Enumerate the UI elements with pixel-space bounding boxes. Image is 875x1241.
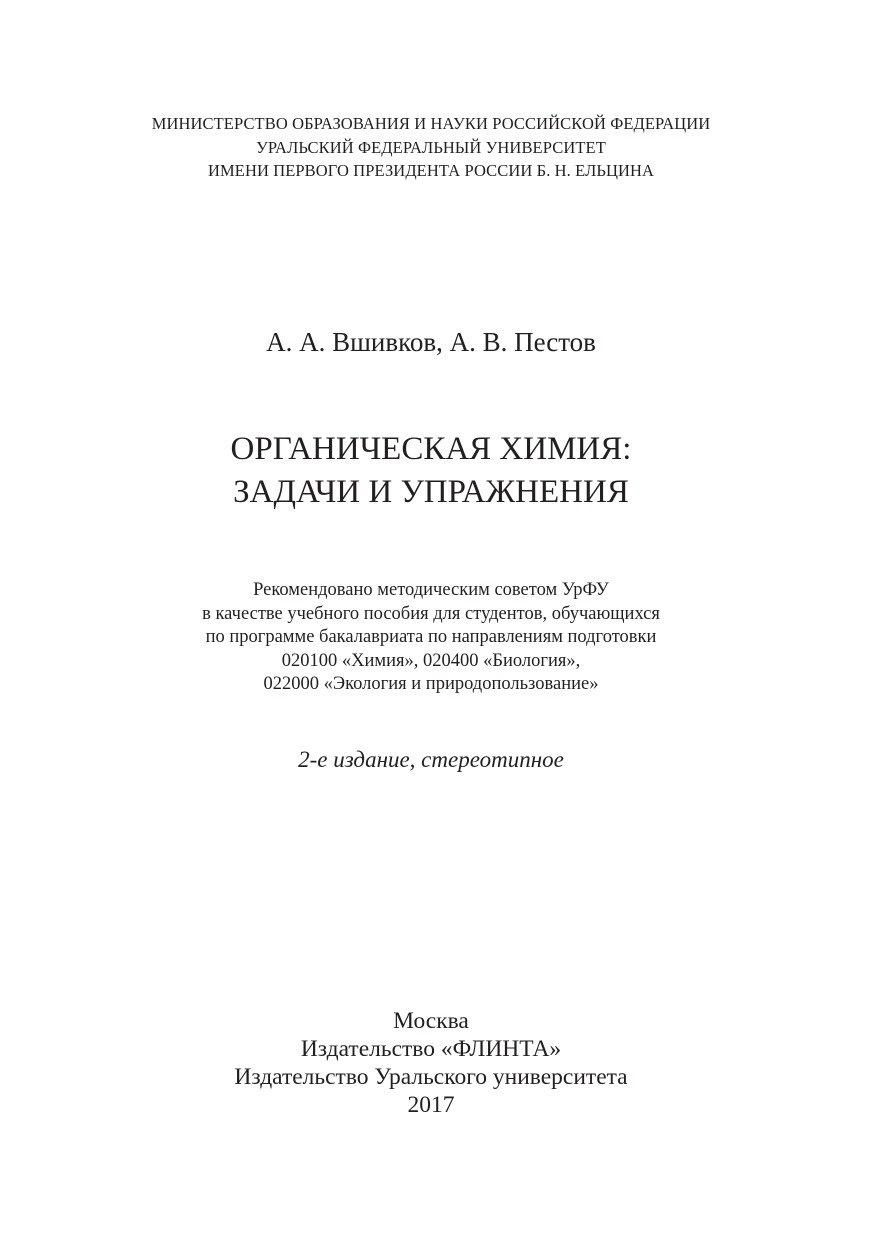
edition-line: 2-е издание, стереотипное [298,747,564,772]
title-line-2: ЗАДАЧИ И УПРАЖНЕНИЯ [233,474,629,510]
imprint-year: 2017 [407,1092,455,1118]
imprint-publisher-1: Издательство «ФЛИНТА» [300,1036,562,1062]
recommendation-note [0,579,862,697]
title-line-1: ОРГАНИЧЕСКАЯ ХИМИЯ: [230,431,632,467]
edition-note [0,745,862,775]
recommendation-line: в качестве учебного пособия для студентов, обучающихся [202,603,660,624]
institution-header [0,112,862,183]
imprint-publisher-2: Издательство Уральского университета [234,1064,628,1090]
recommendation-line: 020100 «Химия», 020400 «Биология», [281,650,581,671]
imprint [0,1007,862,1119]
university-name-line: ИМЕНИ ПЕРВОГО ПРЕЗИДЕНТА РОССИИ Б. Н. ЕЛЬЦИНА [207,161,655,180]
authors-line: А. А. Вшивков, А. В. Пестов [266,327,596,357]
university-line: УРАЛЬСКИЙ ФЕДЕРАЛЬНЫЙ УНИВЕРСИТЕТ [256,137,606,157]
authors [0,324,862,360]
recommendation-line: 022000 «Экология и природопользование» [263,674,599,694]
recommendation-line: по программе бакалавриата по направлениям подготовки [205,627,657,647]
book-title [0,428,862,514]
imprint-city: Москва [393,1008,469,1034]
ministry-line: МИНИСТЕРСТВО ОБРАЗОВАНИЯ И НАУКИ РОССИЙСКОЙ ФЕДЕРАЦИИ [151,114,711,133]
recommendation-line: Рекомендовано методическим советом УрФУ [253,580,609,600]
